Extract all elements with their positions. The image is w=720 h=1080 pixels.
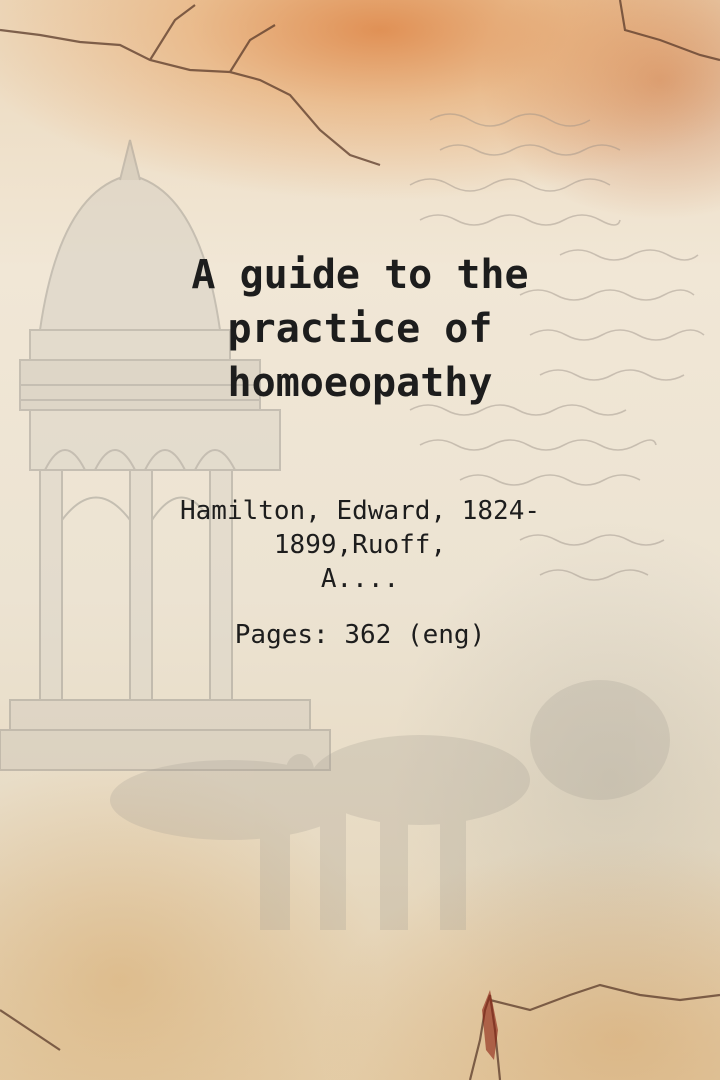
book-title (60, 248, 660, 410)
title-line: homoeopathy (227, 360, 493, 406)
title-line: practice of (227, 306, 493, 352)
pavilion-illustration (0, 140, 330, 770)
title-line: A guide to the (191, 252, 529, 298)
author-line: Hamilton, Edward, 1824-1899,Ruoff, (179, 496, 541, 560)
page-count: Pages: 362 (eng) (234, 620, 486, 650)
book-author (95, 494, 625, 596)
author-line: A.... (320, 564, 400, 594)
